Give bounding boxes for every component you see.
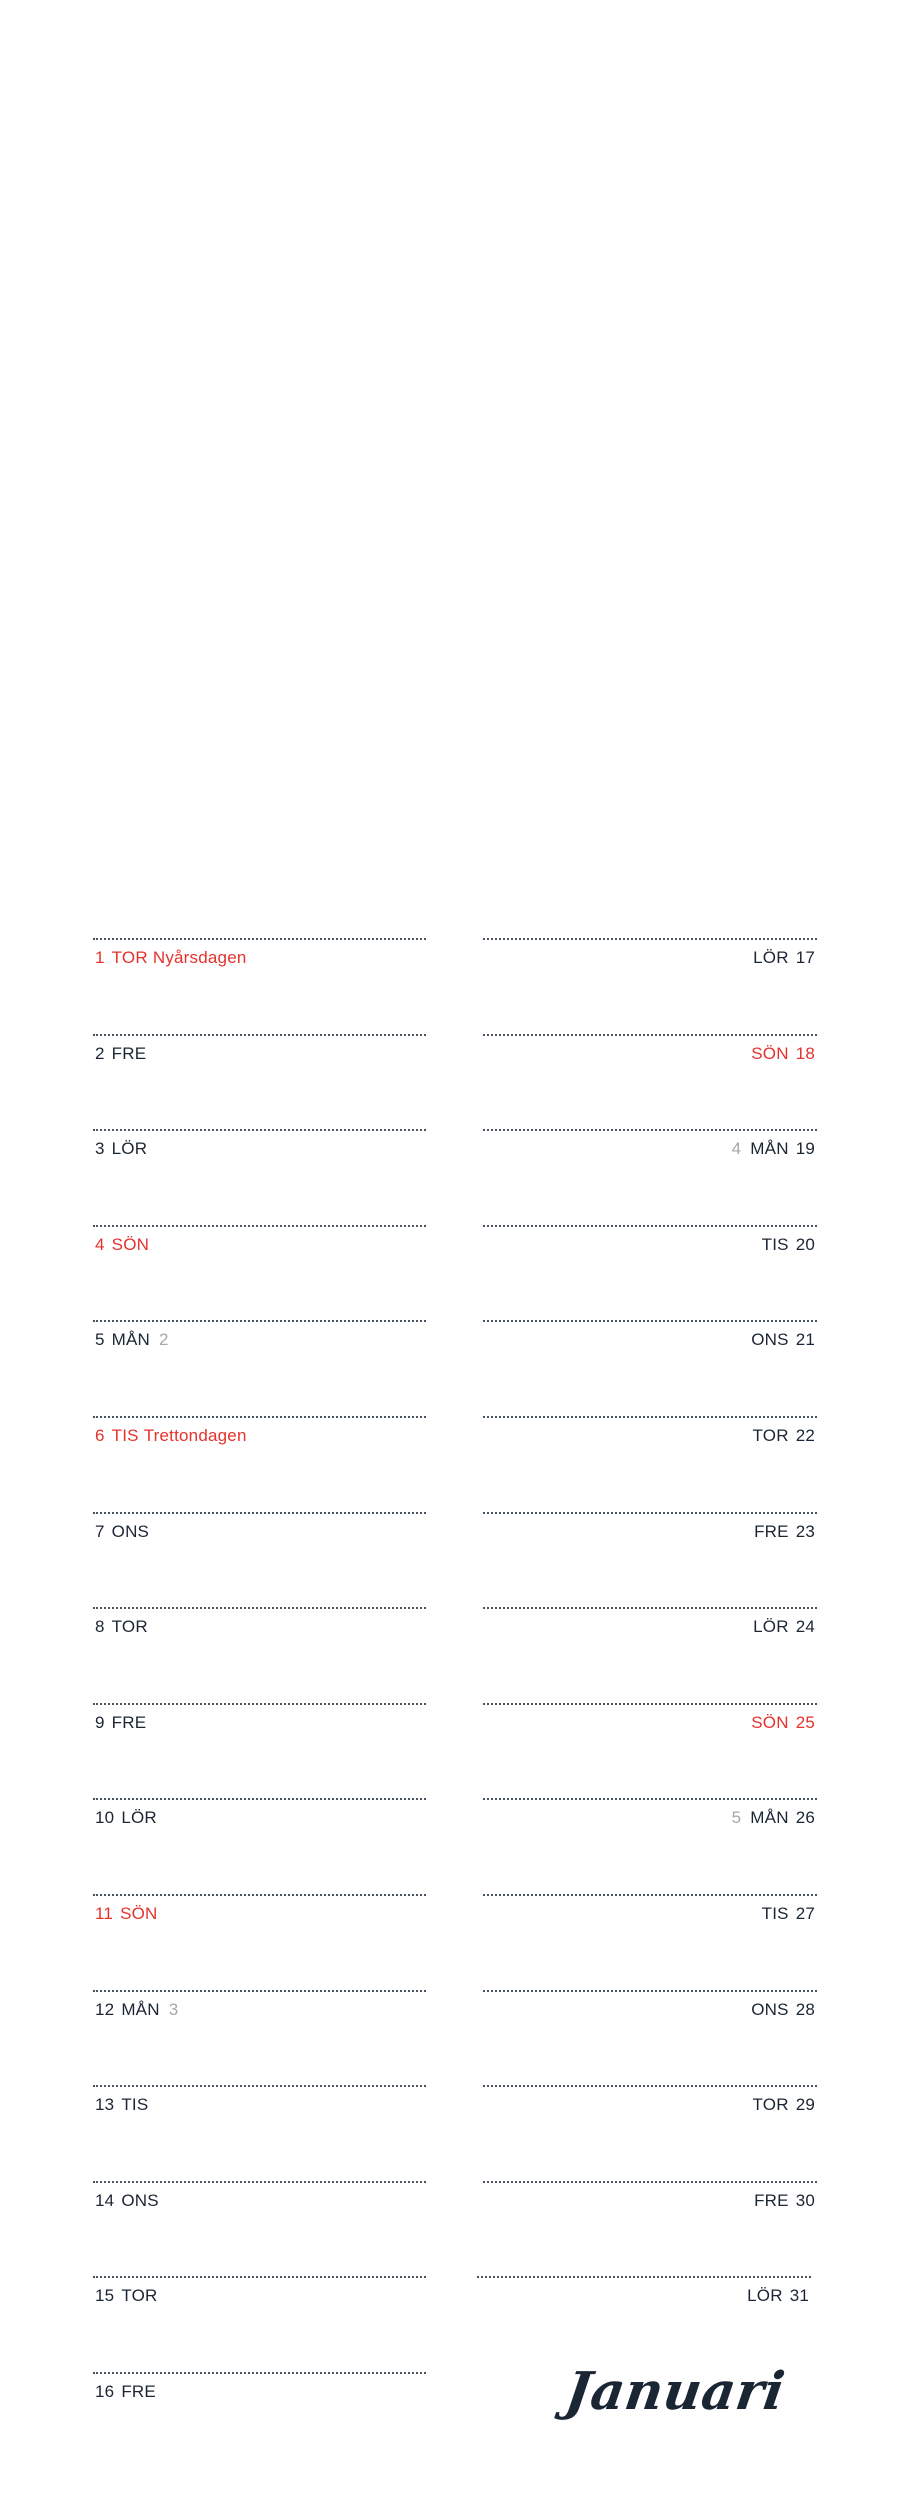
day-label [732,1139,815,1159]
weekday-name: LÖR [747,2286,783,2305]
holiday-name: Trettondagen [143,1426,247,1445]
day-row-1 [93,938,426,978]
day-row-18 [483,1034,817,1074]
weekday-name: SÖN [120,1904,158,1923]
day-row-19 [483,1129,817,1169]
weekday-name: MÅN [121,2000,160,2019]
day-row-27 [483,1894,817,1934]
day-label [762,1904,815,1924]
day-row-23 [483,1512,817,1552]
weekday-name: TIS [111,1426,139,1445]
day-label [751,1044,815,1064]
day-label [95,1235,149,1255]
weekday-name: MÅN [111,1330,151,1349]
day-label [747,2286,809,2306]
weekday-name: SÖN [751,1044,789,1063]
day-row-21 [483,1320,817,1360]
day-number: 2 [95,1044,105,1063]
day-label [751,1713,815,1733]
day-number: 26 [795,1808,815,1827]
weekday-name: TOR [111,1617,148,1636]
day-label [95,2382,156,2402]
weekday-name: ONS [751,2000,789,2019]
weekday-name: TOR [752,2095,789,2114]
weekday-name: ONS [751,1330,789,1349]
day-row-4 [93,1225,426,1265]
day-number: 6 [95,1426,105,1445]
day-row-29 [483,2085,817,2125]
day-number: 22 [795,1426,815,1445]
day-number: 17 [795,948,815,967]
day-label [95,2000,178,2020]
weekday-name: TIS [761,1904,789,1923]
day-number: 16 [95,2382,115,2401]
day-label [95,1713,146,1733]
day-label [95,1904,158,1924]
day-number: 3 [95,1139,105,1158]
holiday-name: Nyårsdagen [152,948,247,967]
day-label [751,1330,815,1350]
day-number: 4 [95,1235,105,1254]
day-label [754,1522,815,1542]
day-number: 29 [795,2095,815,2114]
day-row-15 [93,2276,426,2316]
day-label [95,1330,169,1350]
day-number: 21 [795,1330,815,1349]
day-number: 1 [95,948,105,967]
weekday-name: SÖN [751,1713,789,1732]
day-row-26 [483,1798,817,1838]
day-label [753,2095,816,2115]
day-row-17 [483,938,817,978]
day-label [754,2191,815,2211]
weekday-name: ONS [121,2191,159,2210]
day-row-16 [93,2372,426,2412]
day-number: 24 [795,1617,815,1636]
day-number: 18 [795,1044,815,1063]
day-label [753,948,815,968]
day-row-24 [483,1607,817,1647]
day-row-22 [483,1416,817,1456]
day-number: 20 [795,1235,815,1254]
day-row-13 [93,2085,426,2125]
day-row-2 [93,1034,426,1074]
weekday-name: LÖR [753,1617,789,1636]
day-row-7 [93,1512,426,1552]
day-label [95,2191,159,2211]
day-row-14 [93,2181,426,2221]
day-number: 30 [795,2191,815,2210]
weekday-name: TIS [761,1235,789,1254]
weekday-name: FRE [121,2382,156,2401]
week-number: 3 [168,2000,179,2019]
week-number: 5 [731,1808,742,1827]
weekday-name: TOR [121,2286,158,2305]
day-label [753,1426,816,1446]
weekday-name: LÖR [121,1808,157,1827]
day-row-8 [93,1607,426,1647]
day-label [95,2095,148,2115]
day-number: 5 [95,1330,105,1349]
day-row-9 [93,1703,426,1743]
day-number: 12 [95,2000,115,2019]
week-number: 4 [731,1139,742,1158]
day-number: 28 [795,2000,815,2019]
weekday-name: FRE [754,2191,789,2210]
weekday-name: ONS [111,1522,150,1541]
day-label [762,1235,815,1255]
day-label [95,1044,146,1064]
day-row-12 [93,1990,426,2030]
day-label [95,1426,247,1446]
weekday-name: TIS [121,2095,149,2114]
weekday-name: TOR [752,1426,789,1445]
day-label [732,1808,815,1828]
day-label [753,1617,815,1637]
weekday-name: FRE [111,1713,147,1732]
day-number: 23 [795,1522,815,1541]
day-number: 11 [95,1904,114,1923]
weekday-name: MÅN [750,1808,789,1827]
day-label [95,1808,157,1828]
day-number: 8 [95,1617,105,1636]
weekday-name: TOR [111,948,148,967]
day-label [95,1522,149,1542]
day-label [95,2286,158,2306]
day-number: 15 [95,2286,115,2305]
month-title: Januari [561,2361,789,2422]
day-row-6 [93,1416,426,1456]
day-number: 7 [95,1522,105,1541]
day-number: 13 [95,2095,115,2114]
weekday-name: FRE [754,1522,789,1541]
day-row-30 [483,2181,817,2221]
day-row-5 [93,1320,426,1360]
day-number: 27 [795,1904,815,1923]
day-row-25 [483,1703,817,1743]
weekday-name: SÖN [111,1235,150,1254]
day-label [95,948,247,968]
day-number: 25 [795,1713,815,1732]
day-label [95,1139,147,1159]
day-label [95,1617,148,1637]
day-label [751,2000,815,2020]
day-number: 9 [95,1713,105,1732]
day-row-3 [93,1129,426,1169]
day-number: 14 [95,2191,115,2210]
weekday-name: FRE [111,1044,147,1063]
day-row-28 [483,1990,817,2030]
weekday-name: MÅN [750,1139,789,1158]
day-row-20 [483,1225,817,1265]
day-row-31 [477,2276,811,2316]
week-number: 2 [159,1330,169,1349]
weekday-name: LÖR [753,948,789,967]
day-number: 10 [95,1808,115,1827]
day-row-11 [93,1894,426,1934]
day-number: 19 [795,1139,815,1158]
weekday-name: LÖR [111,1139,148,1158]
day-row-10 [93,1798,426,1838]
day-number: 31 [789,2286,809,2305]
